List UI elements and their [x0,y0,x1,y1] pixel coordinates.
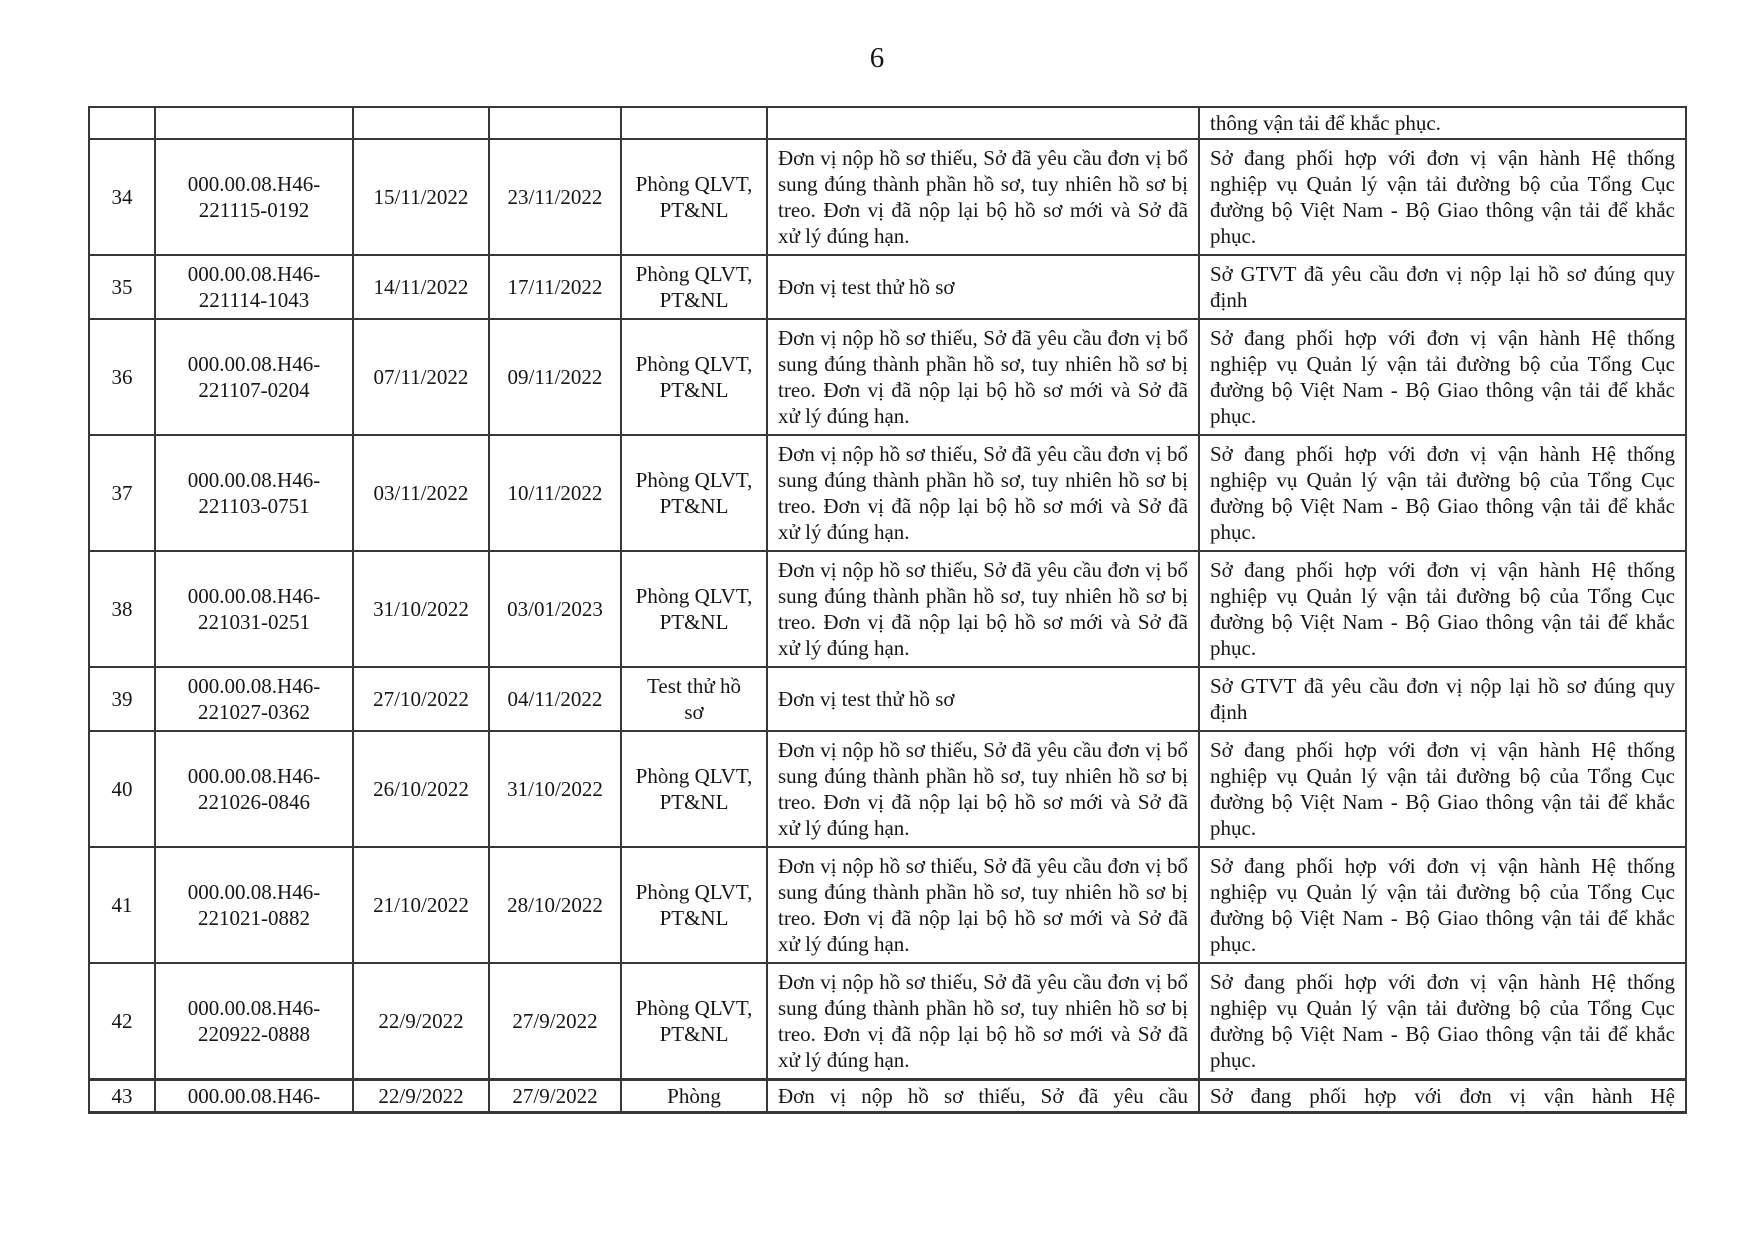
cell-department: Phòng QLVT, PT&NL [621,963,767,1080]
cell-record-id: 000.00.08.H46-221115-0192 [155,139,353,255]
cell-record-id: 000.00.08.H46-221103-0751 [155,435,353,551]
cell-record-id: 000.00.08.H46-221026-0846 [155,731,353,847]
cell-description: Đơn vị nộp hồ sơ thiếu, Sở đã yêu cầu đơn vị bổ sung đúng thành phần hồ sơ, tuy nhiên hồ sơ bị treo. Đơn vị đã nộp lại bộ hồ sơ mới và Sở đã xử lý đúng hạn. [767,319,1199,435]
cell-department: Phòng QLVT, PT&NL [621,139,767,255]
cell-remedy: Sở đang phối hợp với đơn vị vận hành Hệ [1199,1080,1686,1113]
cell-date-received: 21/10/2022 [353,847,489,963]
cell-date-received: 22/9/2022 [353,963,489,1080]
table-row [89,1080,1686,1113]
cell-description: Đơn vị nộp hồ sơ thiếu, Sở đã yêu cầu đơn vị bổ sung đúng thành phần hồ sơ, tuy nhiên hồ sơ bị treo. Đơn vị đã nộp lại bộ hồ sơ mới và Sở đã xử lý đúng hạn. [767,139,1199,255]
cell-department: Phòng QLVT, PT&NL [621,847,767,963]
cell-date-received: 03/11/2022 [353,435,489,551]
cell-description [767,107,1199,139]
cell-row-index: 38 [89,551,155,667]
cell-date-received: 26/10/2022 [353,731,489,847]
cell-record-id: 000.00.08.H46-221027-0362 [155,667,353,731]
cell-row-index: 39 [89,667,155,731]
cell-record-id: 000.00.08.H46-220922-0888 [155,963,353,1080]
page-number: 6 [869,42,885,74]
cell-date-processed: 03/01/2023 [489,551,621,667]
cell-department: Phòng QLVT, PT&NL [621,319,767,435]
table-row [89,963,1686,1080]
records-table [88,106,1687,1114]
cell-record-id: 000.00.08.H46-221031-0251 [155,551,353,667]
cell-date-processed: 09/11/2022 [489,319,621,435]
cell-row-index: 34 [89,139,155,255]
cell-remedy: Sở đang phối hợp với đơn vị vận hành Hệ thống nghiệp vụ Quản lý vận tải đường bộ của Tổng Cục đường bộ Việt Nam - Bộ Giao thông vận tải để khắc phục. [1199,963,1686,1080]
cell-record-id: 000.00.08.H46-221107-0204 [155,319,353,435]
cell-row-index: 35 [89,255,155,319]
cell-date-processed: 31/10/2022 [489,731,621,847]
cell-description: Đơn vị test thử hồ sơ [767,667,1199,731]
cell-department: Phòng QLVT, PT&NL [621,551,767,667]
cell-row-index: 40 [89,731,155,847]
cell-row-index: 37 [89,435,155,551]
cell-description: Đơn vị nộp hồ sơ thiếu, Sở đã yêu cầu đơn vị bổ sung đúng thành phần hồ sơ, tuy nhiên hồ sơ bị treo. Đơn vị đã nộp lại bộ hồ sơ mới và Sở đã xử lý đúng hạn. [767,963,1199,1080]
table-row [89,847,1686,963]
cell-record-id: 000.00.08.H46-221114-1043 [155,255,353,319]
cell-remedy: Sở đang phối hợp với đơn vị vận hành Hệ thống nghiệp vụ Quản lý vận tải đường bộ của Tổng Cục đường bộ Việt Nam - Bộ Giao thông vận tải để khắc phục. [1199,139,1686,255]
table-row [89,551,1686,667]
cell-row-index: 41 [89,847,155,963]
cell-description: Đơn vị nộp hồ sơ thiếu, Sở đã yêu cầu đơn vị bổ sung đúng thành phần hồ sơ, tuy nhiên hồ sơ bị treo. Đơn vị đã nộp lại bộ hồ sơ mới và Sở đã xử lý đúng hạn. [767,435,1199,551]
cell-remedy: Sở đang phối hợp với đơn vị vận hành Hệ thống nghiệp vụ Quản lý vận tải đường bộ của Tổng Cục đường bộ Việt Nam - Bộ Giao thông vận tải để khắc phục. [1199,731,1686,847]
cell-row-index: 43 [89,1080,155,1113]
cell-row-index: 42 [89,963,155,1080]
cell-description: Đơn vị nộp hồ sơ thiếu, Sở đã yêu cầu đơn vị bổ sung đúng thành phần hồ sơ, tuy nhiên hồ sơ bị treo. Đơn vị đã nộp lại bộ hồ sơ mới và Sở đã xử lý đúng hạn. [767,847,1199,963]
cell-date-received: 15/11/2022 [353,139,489,255]
table-row [89,731,1686,847]
cell-remedy: Sở đang phối hợp với đơn vị vận hành Hệ thống nghiệp vụ Quản lý vận tải đường bộ của Tổng Cục đường bộ Việt Nam - Bộ Giao thông vận tải để khắc phục. [1199,319,1686,435]
cell-date-processed: 17/11/2022 [489,255,621,319]
cell-description: Đơn vị nộp hồ sơ thiếu, Sở đã yêu cầu đơn vị bổ sung đúng thành phần hồ sơ, tuy nhiên hồ sơ bị treo. Đơn vị đã nộp lại bộ hồ sơ mới và Sở đã xử lý đúng hạn. [767,551,1199,667]
table-row [89,107,1686,139]
cell-date-processed: 27/9/2022 [489,963,621,1080]
cell-department: Phòng QLVT, PT&NL [621,731,767,847]
cell-remedy: Sở GTVT đã yêu cầu đơn vị nộp lại hồ sơ đúng quy định [1199,255,1686,319]
cell-description: Đơn vị nộp hồ sơ thiếu, Sở đã yêu cầu đơn vị bổ sung đúng thành phần hồ sơ, tuy nhiên hồ sơ bị treo. Đơn vị đã nộp lại bộ hồ sơ mới và Sở đã xử lý đúng hạn. [767,731,1199,847]
cell-remedy: Sở đang phối hợp với đơn vị vận hành Hệ thống nghiệp vụ Quản lý vận tải đường bộ của Tổng Cục đường bộ Việt Nam - Bộ Giao thông vận tải để khắc phục. [1199,435,1686,551]
cell-date-received: 31/10/2022 [353,551,489,667]
cell-department: Phòng [621,1080,767,1113]
cell-date-processed: 28/10/2022 [489,847,621,963]
cell-row-index: 36 [89,319,155,435]
cell-record-id: 000.00.08.H46- [155,1080,353,1113]
cell-record-id [155,107,353,139]
cell-date-processed: 23/11/2022 [489,139,621,255]
table-row [89,319,1686,435]
cell-department: Phòng QLVT, PT&NL [621,255,767,319]
cell-record-id: 000.00.08.H46-221021-0882 [155,847,353,963]
cell-description: Đơn vị nộp hồ sơ thiếu, Sở đã yêu cầu [767,1080,1199,1113]
table-row [89,139,1686,255]
table-row [89,667,1686,731]
cell-remedy: thông vận tải để khắc phục. [1199,107,1686,139]
cell-date-received [353,107,489,139]
cell-department [621,107,767,139]
cell-department: Phòng QLVT, PT&NL [621,435,767,551]
cell-date-processed: 27/9/2022 [489,1080,621,1113]
cell-date-processed [489,107,621,139]
table-row [89,255,1686,319]
cell-date-received: 27/10/2022 [353,667,489,731]
table-row [89,435,1686,551]
cell-description: Đơn vị test thử hồ sơ [767,255,1199,319]
cell-remedy: Sở đang phối hợp với đơn vị vận hành Hệ thống nghiệp vụ Quản lý vận tải đường bộ của Tổng Cục đường bộ Việt Nam - Bộ Giao thông vận tải để khắc phục. [1199,551,1686,667]
cell-remedy: Sở đang phối hợp với đơn vị vận hành Hệ thống nghiệp vụ Quản lý vận tải đường bộ của Tổng Cục đường bộ Việt Nam - Bộ Giao thông vận tải để khắc phục. [1199,847,1686,963]
cell-date-processed: 04/11/2022 [489,667,621,731]
cell-date-received: 22/9/2022 [353,1080,489,1113]
cell-row-index [89,107,155,139]
cell-date-received: 14/11/2022 [353,255,489,319]
cell-remedy: Sở GTVT đã yêu cầu đơn vị nộp lại hồ sơ đúng quy định [1199,667,1686,731]
cell-department: Test thử hồ sơ [621,667,767,731]
cell-date-processed: 10/11/2022 [489,435,621,551]
records-table-body [89,107,1686,1113]
cell-date-received: 07/11/2022 [353,319,489,435]
